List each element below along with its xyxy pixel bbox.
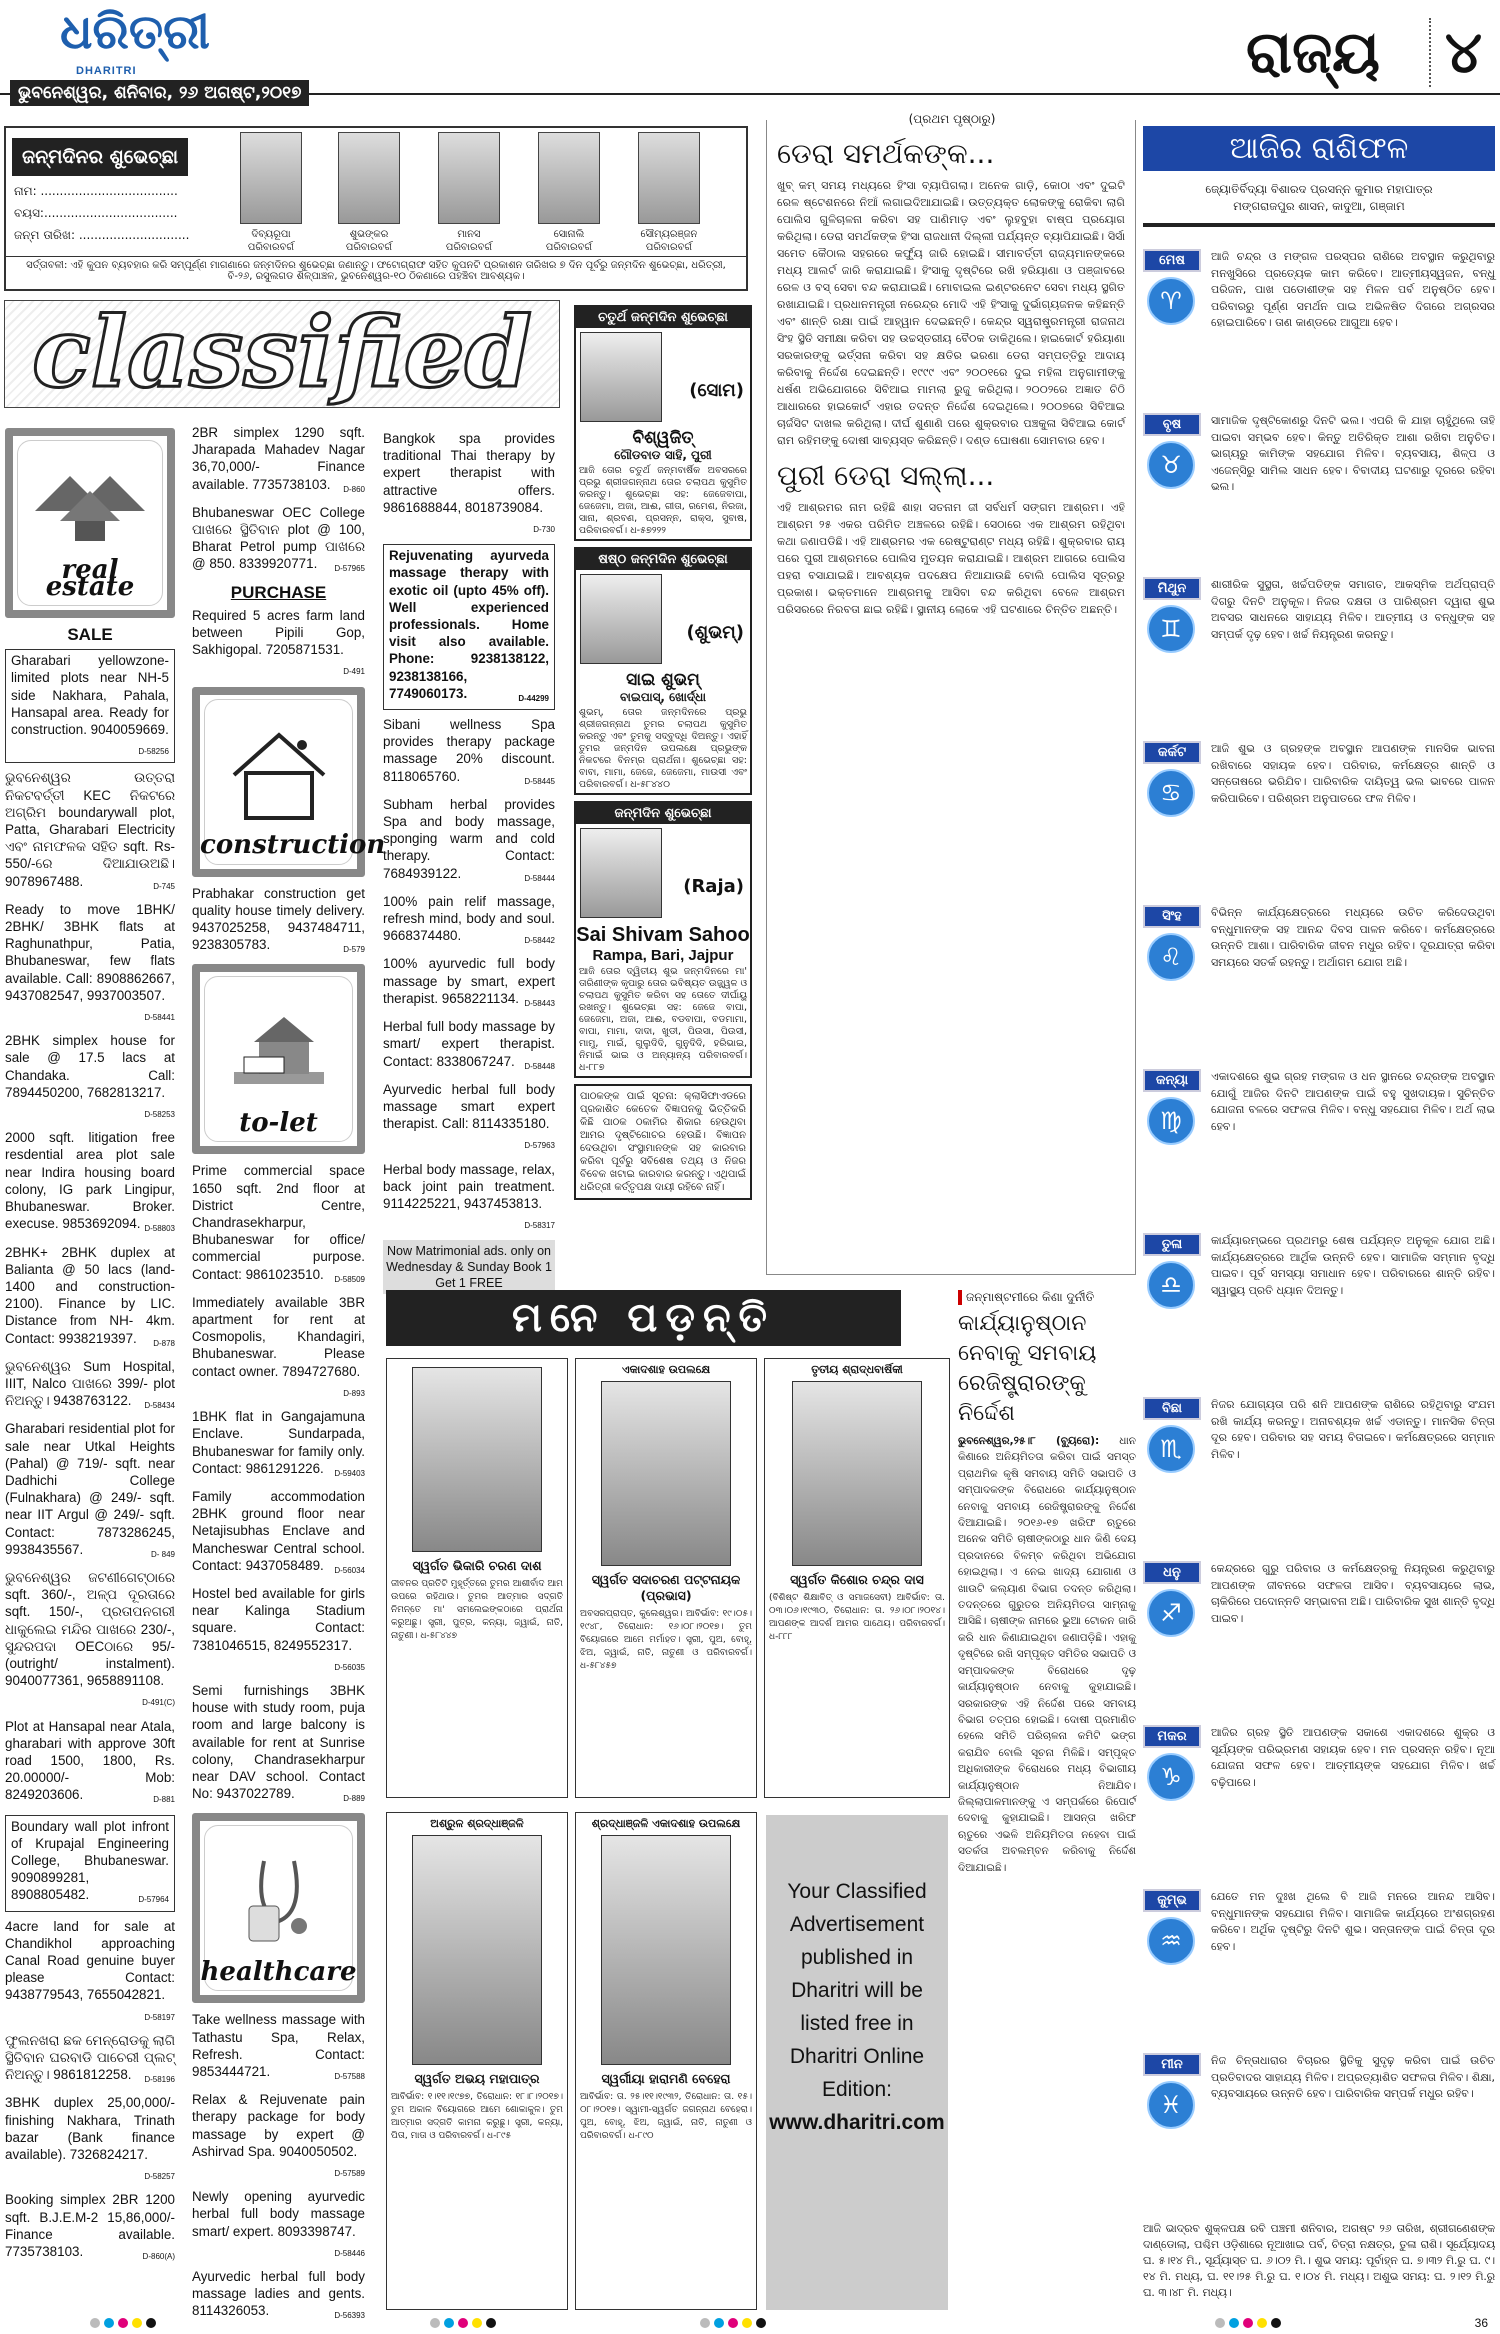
- ad-code: D-44299: [518, 693, 549, 703]
- ad-text: Ayurvedic herbal full body massage ladies and gents. 8114326053.: [192, 2269, 365, 2319]
- classified-ad: [192, 2091, 365, 2182]
- category-label: construction: [200, 830, 386, 861]
- registration-mark: [1271, 2318, 1281, 2328]
- classified-ad: [192, 1408, 365, 1482]
- ad-code: D-579: [343, 945, 365, 955]
- coupon-caption: ସୌମ୍ୟରଞ୍ଜନ ପରିବାରବର୍ଗ: [640, 229, 698, 253]
- ad-code: D-491(C): [142, 1698, 175, 1708]
- ad-code: D-491: [343, 667, 365, 677]
- ad-text: 2BR simplex 1290 sqft. Jharapada Mahadev Nagar 36,70,000/- Finance available. 7735738103.: [192, 425, 365, 492]
- ad-code: D-745: [153, 881, 175, 891]
- sign-name: ମିଥୁନ: [1143, 577, 1201, 600]
- ad-code: D-58196: [144, 2075, 175, 2085]
- obituary-banner: ମନେ ପଡ଼ନ୍ତି: [386, 1290, 901, 1346]
- coupon-title: ଜନ୍ମଦିନର ଶୁଭେଚ୍ଛା: [12, 138, 188, 176]
- child-place: Rampa, Bari, Jajpur: [592, 947, 734, 964]
- classified-ad: [383, 430, 555, 538]
- registration-mark: [714, 2318, 724, 2328]
- sign-prediction: ଆଜିର ଗ୍ରହ ସ୍ଥିତି ଆପଣଙ୍କ ସକାଶେ ଏକାଦଶରେ ଶୁକ୍ର ଓ ସୂର୍ଯ୍ୟଙ୍କ ପରିଭ୍ରମଣ ସହାୟକ ହେବ। ମନ ପ୍ରସନ୍ନ ରହିବ। ନୂଆ ଯୋଜନା ସଫଳ ହେବ। ଆତ୍ମୀୟଙ୍କ ସହଯୋଗ ମିଳିବ। ଖର୍ଚ୍ଚ ବଢ଼ିପାରେ।: [1211, 1726, 1495, 1789]
- obituary-text: ଅବସରପ୍ରାପ୍ତ, କୁଲେଶ୍ୱର। ଆବିର୍ଭାବ: ୧୯।୦୫।୧୯୪୮, ତିରୋଧାନ: ୧୬।୦୮।୨୦୧୭। ତୁମ ବିୟୋଗରେ ଆମେ ମର୍ମାହତ। ସ୍ତ୍ରୀ, ପୁଅ, ବୋହୂ, ଝିଅ, ଜ୍ୱାଇଁ, ନାତି, ନାତୁଣୀ ଓ ପରିବାରବର୍ଗ। ଧ-୫୮୪୫୭: [580, 1609, 752, 1671]
- sign-prediction: କାର୍ଯ୍ୟାରମ୍ଭରେ ପ୍ରଥମରୁ ଶେଷ ପର୍ଯ୍ୟନ୍ତ ଅନୁକୂଳ ଯୋଗ ଅଛି। କାର୍ଯ୍ୟକ୍ଷେତ୍ରରେ ଆର୍ଥିକ ଉନ୍ନତି ହେବ। ସାମାଜିକ ସମ୍ମାନ ବୃଦ୍ଧି ପାଇବ। ପୂର୍ବ ସମସ୍ୟା ସମାଧାନ ହେବ। ପରିବାରରେ ଶାନ୍ତି ରହିବ। ସ୍ୱାସ୍ଥ୍ୟ ପ୍ରତି ଧ୍ୟାନ ଦିଅନ୍ତୁ।: [1211, 1234, 1495, 1297]
- ad-text: Required 5 acres farm land between Pipili Gop, Sakhigopal. 7205871531.: [192, 607, 365, 658]
- birthday-box: [574, 801, 752, 1078]
- ad-text: Herbal full body massage by smart/ expert therapist. Contact: 8338067247.: [383, 1019, 555, 1069]
- child-name: ବିଶ୍ୱଜିତ୍: [632, 428, 694, 448]
- nickname: (ସୋମ): [689, 380, 744, 401]
- ad-text: Ready to move 1BHK/ 2BHK/ 3BHK flats at Raghunathpur, Patia, Bhubaneswar, few flats available. Call: 8908862667, 9437082547, 9937003507.: [5, 901, 175, 1003]
- registration-mark: [104, 2318, 114, 2328]
- ad-text: Herbal body massage, relax, back joint pain treatment. 9114225221, 9437453813.: [383, 1161, 555, 1211]
- category-illustration: [192, 687, 386, 877]
- deceased-name: ସ୍ୱର୍ଗତ ଅଭୟ ମହାପାତ୍ର: [414, 2071, 540, 2086]
- registration-mark: [742, 2318, 752, 2328]
- registration-mark: [728, 2318, 738, 2328]
- classified-ad: [192, 2188, 365, 2262]
- ad-code: D-58441: [144, 1013, 175, 1023]
- obituary-card: [386, 1812, 568, 2310]
- obituary-text: ଜୀବନର ପ୍ରତିଟି ମୁହୂର୍ତ୍ତରେ ତୁମର ଆଶୀର୍ବାଦ ଆମ ଉପରେ ରହିଥାଉ। ତୁମର ଆତ୍ମାର ସଦ୍‌ଗତି ନିମନ୍ତେ ମା' ସମଲେଇଙ୍କଠାରେ ପ୍ରାର୍ଥନା କରୁଅଛୁ। ସ୍ତ୍ରୀ, ପୁତ୍ର, କନ୍ୟା, ଜ୍ୱାଇଁ, ନାତି, ନାତୁଣୀ। ଧ-୫୮୪୪୭: [391, 1579, 563, 1641]
- child-place: ଗୌଡବାଡ ସାହି, ପୁରୀ: [614, 448, 712, 462]
- ad-text: Rejuvenating ayurveda massage therapy with exotic oil (upto 45% off). Well experienced professionals. Home visit also available. Phone: 9238138122, 9238138166, 7749060173.: [389, 548, 549, 701]
- category-illustration: [5, 428, 175, 618]
- birthday-column: [574, 305, 752, 1200]
- astrologer-byline: ଜ୍ୟୋତିର୍ବିଦ୍ୟା ବିଶାରଦ ପ୍ରସନ୍ନ କୁମାର ମହାପାତ୍ର ମଙ୍ଗରାଜପୁର ଶାସନ, କାଦୁଆ, ଗଞ୍ଜାମ: [1205, 182, 1433, 213]
- registration-mark: [444, 2318, 454, 2328]
- category-label: to-let: [239, 1108, 318, 1139]
- birthday-message: ଆଜି ତୋର ଚତୁର୍ଥ ଜନ୍ମବାର୍ଷିକ ଅବସରରେ ପ୍ରଭୁ ଶ୍ରୀଜଗନ୍ନାଥ ତୋର ଚଲାପଥ କୁସୁମିତ କରନ୍ତୁ। ଶୁଭେଚ୍ଛା ସହ: ଜେଜେବାପା, ଜେଜେମା, ଅଜା, ଆଈ, ଗୀତା, ରମେଶ, ନିରଜା, ସାନା, ଶ୍ରବଣ, ପ୍ରସନ୍ନ, ରାକ୍ସ, ସୁବାଷ, ପରିବାରବର୍ଗ। ଧ-୫୭୨୨୨: [579, 465, 747, 536]
- sign-prediction: ଆଜି ଶୁଭ ଓ ଗ୍ରହଙ୍କ ଅବସ୍ଥାନ ଆପଣଙ୍କ ମାନସିକ ଭାବନା ରଖିବାରେ ସହାୟକ ହେବ। ପରିବାର, କର୍ମକ୍ଷେତ୍ର ଶାନ୍ତି ଓ ସନ୍ତୋଷରେ ଭରିଯିବ। ପାରିବାରିକ ଦାୟିତ୍ୱ ଭଲ ଭାବରେ ପାଳନ କରିପାରିବେ। ପରିଶ୍ରମ ଅନୁପାତରେ ଫଳ ମିଳିବ।: [1211, 742, 1495, 805]
- horoscope-sign: [1143, 1561, 1495, 1725]
- obituary-card: [575, 1358, 757, 1798]
- birthday-box: [574, 547, 752, 795]
- ad-text: Boundary wall plot infront of Krupajal Engineering College, Bhubaneswar. 9090899281, 8908805482.: [11, 1818, 169, 1903]
- page-number-header: ୪: [1429, 18, 1482, 87]
- classified-ad: [5, 1815, 175, 1912]
- registration-mark: [756, 2318, 766, 2328]
- classified-ad: [192, 1162, 365, 1287]
- sign-name: ସିଂହ: [1143, 905, 1201, 928]
- ad-code: D-881: [153, 1795, 175, 1805]
- obituary-card: [764, 1358, 950, 1798]
- birthday-message: ଶୁଭମ୍, ତୋର ଜନ୍ମଦିନରେ ପ୍ରଭୁ ଶ୍ରୀଜଗନ୍ନାଥ ତୁମର ଚଲାପଥ କୁସୁମିତ କରନ୍ତୁ ଏବଂ ତୁମକୁ ସଦ୍‌ବୁଦ୍ଧି ଦିଅନ୍ତୁ। ଏହାହିଁ ତୁମର ଜନ୍ମଦିନ ଉପଲକ୍ଷେ ପ୍ରଭୁଙ୍କ ନିକଟରେ ବିନମ୍ର ପ୍ରାର୍ଥନା। ଶୁଭେଚ୍ଛା ସହ: ବାବା, ମାମା, ଜେଜେ, ଜେଜେମା, ମାଉସୀ ଏବଂ ପରିବାରବର୍ଗ। ଧ-୫୮୪୪୦: [579, 707, 747, 790]
- continued-label: (ପ୍ରଥମ ପୃଷ୍ଠାରୁ): [892, 112, 1012, 127]
- birthday-coupon: [4, 126, 748, 291]
- coupon-caption: ଦିବ୍ୟରୂପା ପରିବାରବର୍ଗ: [247, 229, 295, 253]
- birthday-header: ଜନ୍ମଦିନ ଶୁଭେଚ୍ଛା: [576, 803, 750, 824]
- classified-ad: [5, 1420, 175, 1563]
- horoscope-sign: [1143, 1069, 1495, 1233]
- registration-mark: [700, 2318, 710, 2328]
- coupon-terms: ସର୍ତ୍ତାବଳୀ: ଏହି କୁପନ ବ୍ୟବହାର କରି ସମ୍ପୂର୍ଣ୍ଣ ମାଗଣାରେ ଜନ୍ମଦିନର ଶୁଭେଚ୍ଛା ଜଣାନ୍ତୁ। ଫଟୋଗ୍ରାଫ ସହିତ କୁପନଟି ପ୍ରକାଶନ ତାରିଖର ୭ ଦିନ ପୂର୍ବରୁ ଜନ୍ମଦିନ ଶୁଭେଚ୍ଛା, ଧରିତ୍ରୀ, ବି-୨୬, ରସୁଲଗଡ ଶିଳ୍ପାଞ୍ଚଳ, ଭୁବନେଶ୍ୱର-୧୦ ଠିକଣାରେ ପହଞ୍ଚିବା ଆବଶ୍ୟକ।: [6, 256, 746, 285]
- portrait-photo: [601, 1381, 731, 1566]
- portrait-photo: [792, 1381, 922, 1566]
- child-name: Sai Shivam Sahoo: [576, 924, 750, 946]
- classified-ad: [383, 544, 555, 710]
- child-photo: [580, 574, 662, 664]
- category-illustration: [192, 1813, 365, 2003]
- registration-mark: [486, 2318, 496, 2328]
- registration-mark: [1243, 2318, 1253, 2328]
- ad-code: D-878: [153, 1338, 175, 1348]
- registration-mark: [458, 2318, 468, 2328]
- obituary-text: ଆବିର୍ଭାବ: ତା. ୨୫।୧୧।୧୯୩୨, ତିରୋଧାନ: ତା. ୧୫।୦୮।୨୦୧୭। ସ୍ୱାମୀ-ସ୍ୱର୍ଗତ ଜଗନ୍ନାଥ ବେହେରା। ପୁଅ, ବୋହୂ, ଝିଅ, ଜ୍ୱାଇଁ, ନାତି, ନାତୁଣୀ ଓ ପରିବାରବର୍ଗ। ଧ-୮୯୦: [580, 2092, 752, 2141]
- horoscope-sign: [1143, 1397, 1495, 1561]
- sign-prediction: ଯେତେ ମନ ଦୁଃଖ ଥିଲେ ବି ଆଜି ମନରେ ଆନନ୍ଦ ଆସିବ। ବନ୍ଧୁମାନଙ୍କ ସହଯୋଗ ମିଳିବ। ସାମାଜିକ କାର୍ଯ୍ୟରେ ଅଂଶଗ୍ରହଣ କରିବେ। ଅର୍ଥିକ ଦୃଷ୍ଟିରୁ ଦିନଟି ଶୁଭ। ସନ୍ତାନଙ୍କ ପାଇଁ ଚିନ୍ତା ଦୂର ହେବ।: [1211, 1890, 1495, 1953]
- horoscope-sign: [1143, 2053, 1495, 2217]
- almanac-text: ଆଜି ଭାଦ୍ରବ ଶୁକ୍ଳପକ୍ଷ ରବି ପଞ୍ଚମୀ ଶନିବାର, ଅଗଷ୍ଟ ୨୬ ତାରିଖ, ଶ୍ରୀଗଣେଶଙ୍କ ଦାଣ୍ଡୋଲା, ପଶ୍ଚିମ ଓଡ଼ିଶାରେ ନୂଆଖାଇ ପର୍ବ, ଚିତ୍ରା ନକ୍ଷତ୍ର, ତୁଳା ରାଶି। ସୂର୍ଯ୍ୟୋଦୟ ଘ. ୫।୧୪ ମି., ସୂର୍ଯ୍ୟାସ୍ତ ଘ. ୬।୦୨ ମି.। ଶୁଭ ସମୟ: ପୂର୍ବାହ୍ନ ଘ. ୭।୩୨ ମି.ରୁ ଘ. ୯।୧୪ ମି. ମଧ୍ୟ, ଘ. ୧୧।୨୫ ମି.ରୁ ଘ. ୧।୦୪ ମି. ମଧ୍ୟ। ଅଶୁଭ ସମୟ: ଘ. ୨।୧୨ ମି.ରୁ ଘ. ୩।୪୮ ମି. ମଧ୍ୟ।: [1143, 2222, 1495, 2299]
- bull-icon: ♉: [1147, 441, 1195, 489]
- ad-code: D-58803: [144, 1224, 175, 1234]
- category-label: healthcare: [200, 1957, 357, 1988]
- classified-ad: [5, 2094, 175, 2185]
- birthday-header: ଷଷ୍ଠ ଜନ୍ମଦିନ ଶୁଭେଚ୍ଛା: [576, 549, 750, 570]
- ad-code: D-860(A): [142, 2252, 175, 2262]
- child-photo: [580, 828, 662, 918]
- ad-code: D-893: [343, 1388, 365, 1398]
- obituary-card: [575, 1812, 757, 2310]
- ad-text: Prabhakar construction get quality house timely delivery. 9437025258, 9437484711, 9238305783.: [192, 885, 365, 953]
- coupon-photo: [438, 132, 500, 224]
- classified-ad: [5, 1718, 175, 1809]
- water-bearer-icon: ♒: [1147, 1917, 1195, 1965]
- category-label: real estate: [45, 554, 135, 602]
- classified-ad: [5, 769, 175, 894]
- child-place: ବାଇପାସ୍, ଖୋର୍ଦ୍ଧା: [619, 690, 707, 704]
- ad-text: Booking simplex 2BR 1200 sqft. B.J.E.M-2 15,86,000/- Finance available. 7735738103.: [5, 2192, 175, 2260]
- article-subtitle: ପୁରୀ ଡେରା ସଲ୍ଲା...: [777, 459, 995, 492]
- classified-ad: [5, 1032, 175, 1123]
- ad-text: Relax & Rejuvenate pain therapy package for body massage by expert @ Ashirvad Spa. 9040050502.: [192, 2092, 365, 2159]
- free-listing-text: Your Classified Advertisement published in Dharitri will be listed free in Dharitri Online Edition:: [787, 1880, 927, 2101]
- ad-code: D-730: [533, 525, 555, 535]
- ad-code: D-58257: [144, 2172, 175, 2182]
- news-body: ଧାନ କିଣାରେ ଅନିୟମିତତା କରିବା ପାଇଁ ସମସ୍ତ ପ୍ରାଥମିକ କୃଷି ସମବାୟ ସମିତି ସଭାପତି ଓ ସମ୍ପାଦକଙ୍କ ବିରୋଧରେ କାର୍ଯ୍ୟାନୁଷ୍ଠାନ ନେବାକୁ ସମବାୟ ରେଜିଷ୍ଟ୍ରାରଙ୍କୁ ନିର୍ଦ୍ଦେଶ ଦିଆଯାଇଛି। ୨୦୧୬-୧୭ ଖରିଫ ଋତୁରେ ଅନେକ ସମିତି ଚାଷୀଙ୍କଠାରୁ ଧାନ କିଣି ଦେୟ ପ୍ରଦାନରେ ବିଳମ୍ବ କରିଥିବା ଅଭିଯୋଗ ହୋଇଥିଲା। ଏ ନେଇ ଖାଦ୍ୟ ଯୋଗାଣ ଓ ଖାଉଟି କଲ୍ୟାଣ ବିଭାଗ ତଦନ୍ତ କରିଥିଲା। ତଦନ୍ତରେ ଗୁରୁତର ଅନିୟମିତତା ସାମ୍ନାକୁ ଆସିଛି। ଚାଷୀଙ୍କ ନାମରେ ଭୁଆ ଟୋକନ ଜାରି କରି ଧାନ କିଣାଯାଇଥିବା ଜଣାପଡ଼ିଛି। ଏହାକୁ ଦୃଷ୍ଟିରେ ରଖି ସମ୍ପୃକ୍ତ ସମିତିର ସଭାପତି ଓ ସମ୍ପାଦକଙ୍କ ବିରୋଧରେ ଦୃଢ଼ କାର୍ଯ୍ୟାନୁଷ୍ଠାନ ନେବାକୁ କୁହାଯାଇଛି। ସରକାରଙ୍କ ଏହି ନିର୍ଦ୍ଦେଶ ପରେ ସମବାୟ ବିଭାଗ ତତ୍ପର ହୋଇଛି। ଦୋଷୀ ପ୍ରମାଣିତ ହେଲେ ସମିତି ପରିଚାଳନା କମିଟି ଭଙ୍ଗ କରାଯିବ ବୋଲି ସୂଚନା ମିଳିଛି। ସମ୍ପୃକ୍ତ ଅଧିକାରୀଙ୍କ ବିରୋଧରେ ମଧ୍ୟ ବିଭାଗୀୟ କାର୍ଯ୍ୟାନୁଷ୍ଠାନ ନିଆଯିବ। ଜିଲ୍ଲାପାଳମାନଙ୍କୁ ଏ ସମ୍ପର୍କରେ ରିପୋର୍ଟ ଦେବାକୁ କୁହାଯାଇଛି। ଆସନ୍ତା ଖରିଫ ଋତୁରେ ଏଭଳି ଅନିୟମିତତା ନହେବା ପାଇଁ ସତର୍କତା ଅବଲମ୍ବନ କରିବାକୁ ନିର୍ଦ୍ଦେଶ ଦିଆଯାଇଛି।: [958, 1435, 1137, 1874]
- ad-code: D-58434: [144, 1401, 175, 1411]
- sign-name: ମକର: [1143, 1725, 1201, 1748]
- ram-icon: ♈: [1147, 277, 1195, 325]
- ad-text: Gharabari residential plot for sale near Utkal Heights (Pahal) @ 719/- sqft. near Dadhichi College (Fulnakhara) @ 249/- sqft. near IIT Argul @ 249/- sqft. Contact: 7873286245, 9938435567.: [5, 1421, 175, 1557]
- news-dateline: ଭୁବନେଶ୍ୱର,୨୫।୮ (ବ୍ୟୁରୋ):: [958, 1435, 1100, 1447]
- ad-text: Gharabari yellowzone-limited plots near NH-5 side Nakhara, Pahala, Hansapal area. Ready for construction. 9040059669.: [11, 653, 169, 738]
- ad-code: D-59403: [334, 1468, 365, 1478]
- registration-mark: [1229, 2318, 1239, 2328]
- ad-code: D-58446: [334, 2248, 365, 2258]
- horoscope-title: ଆଜିର ରାଶିଫଳ: [1143, 126, 1495, 171]
- portrait-photo: [412, 1367, 542, 1552]
- registration-mark: [430, 2318, 440, 2328]
- birthday-message: ଆଜି ତୋର ଦ୍ୱିତୀୟ ଶୁଭ ଜନ୍ମଦିନରେ ମା' ତାରିଣୀଙ୍କ କୃପାରୁ ତୋର ଭବିଷ୍ୟତ ଉଜ୍ଜ୍ୱଳ ଓ ଚଲାପଥ କୁସୁମିତ କରିବା ସହ ତୋତେ ଦୀର୍ଘାୟୁ ରଖନ୍ତୁ। ଶୁଭେଚ୍ଛା ସହ: ଜେଜେ ବାପା, ଜେଜେମା, ଅଜା, ଆଈ, ବଡବାପା, ବଡମାମା, ବାପା, ମାମା, ଦାଦା, ଖୁଡୀ, ପିଉସା, ପିଉସୀ, ମାମୁ, ମାଇଁ, ଗୁଲୁଦିଦି, ଗୁନୁଦିଦି, ହରିଭାଇ, ନିମାଇଁ ଭାଇ ଓ ଅନ୍ୟାନ୍ୟ ପରିବାରବର୍ଗ। ଧ-୮୮୭: [579, 966, 747, 1073]
- child-name: ସାଇ ଶୁଭମ୍: [626, 670, 700, 690]
- classified-ad: [383, 716, 555, 790]
- classified-ad: [5, 1244, 175, 1352]
- classified-ad: [383, 1018, 555, 1075]
- ad-code: D-58445: [524, 776, 555, 786]
- classified-ad: [192, 1585, 365, 1676]
- obituary-header: ଏକାଦଶାହ ଉପଲକ୍ଷେ: [621, 1363, 711, 1376]
- ad-text: 2BHK+ 2BHK duplex at Balianta @ 50 lacs (land-1400 and construction-2100). Finance by LIC. Distance from NH- 4km. Contact: 9938219397.: [5, 1244, 175, 1346]
- ad-code: D-58509: [334, 1274, 365, 1284]
- twins-icon: ♊: [1147, 605, 1195, 653]
- page-number: 36: [1474, 2316, 1488, 2330]
- sign-name: ମୀନ: [1143, 2053, 1201, 2076]
- classified-banner: classified: [4, 300, 560, 408]
- coupon-age-field: ବୟସ:...................................: [14, 206, 178, 220]
- obituary-header: ଅଶ୍ରୁଳ ଶ୍ରଦ୍ଧାଞ୍ଜଳି: [430, 1817, 524, 1830]
- deceased-name: ସ୍ୱର୍ଗତ ସଦାଚରଣ ପଟ୍ଟନାୟକ (ପ୍ରଭାସ): [591, 1572, 741, 1603]
- classified-ad: [5, 1918, 175, 2026]
- sign-prediction: ଆଜି ଚନ୍ଦ୍ର ଓ ମଙ୍ଗଳ ପରସ୍ପର ରାଶିରେ ଅବସ୍ଥାନ କରୁଥିବାରୁ ମନଖୁସିରେ ପ୍ରତ୍ୟେକ କାମ କରିବେ। ଆତ୍ମୀୟସ୍ୱଜନ, ବନ୍ଧୁ ପରିଜନ, ପାଖ ପଡୋଶୀଙ୍କ ସହ ମିଳନ ପର୍ବ ଅନୁଷ୍ଠିତ ହେବ। ପରିବାରରୁ ପୂର୍ଣ୍ଣ ସମର୍ଥନ ପାଇ ଅଭିଳଷିତ ଦିଗରେ ଅଗ୍ରସର ହୋଇପାରିବେ। ତାଣ କାଣ୍ଡରେ ଆଗୁଆ ହେବ।: [1211, 250, 1495, 330]
- coupon-dob-field: ଜନ୍ମ ତାରିଖ: .............................: [14, 228, 190, 242]
- sign-name: ବୃଷ: [1143, 413, 1201, 436]
- ad-text: 4acre land for sale at Chandikhol approaching Canal Road genuine buyer please Contact: 9438779543, 7655042821.: [5, 1918, 175, 2003]
- horoscope-section: [1143, 126, 1495, 2301]
- classified-ad: [192, 1682, 365, 1807]
- classified-ad: [192, 504, 365, 578]
- scales-icon: ♎: [1147, 1261, 1195, 1309]
- ad-text: Bhubaneswar OEC College ପାଖରେ ସ୍ଥିତିବାନ plot @ 100, Bharat Petrol pump ପାଖରେ @ 850. 8339920771.: [192, 504, 365, 572]
- ad-code: D-58442: [524, 936, 555, 946]
- sign-name: ବିଛା: [1143, 1397, 1201, 1420]
- ad-code: D-57588: [334, 2071, 365, 2081]
- sign-prediction: ନିଜ ଚିନ୍ତାଧାରାର ବିଚାରର ସ୍ଥିତିକୁ ସୁଦୃଢ଼ କରିବା ପାଇଁ ଉଚିତ ପ୍ରତିବାଦର ସାହାଯ୍ୟ ମିଳିବ। ଅପ୍ରତ୍ୟାଶିତ ସଫଳତା ମିଳିବ। ଶିକ୍ଷା, ବ୍ୟବସାୟରେ ଉନ୍ନତି ହେବ। ପାରିବାରିକ ସମ୍ପର୍କ ମଧୁର ରହିବ।: [1211, 2054, 1495, 2101]
- archer-icon: ♐: [1147, 1589, 1195, 1637]
- goat-icon: ♑: [1147, 1753, 1195, 1801]
- deceased-name: ସ୍ୱର୍ଗତ ଭିକାରି ଚରଣ ଦାଶ: [412, 1558, 542, 1573]
- website-link[interactable]: www.dharitri.com: [769, 2111, 945, 2134]
- dharitri-logo-latin: DHARITRI: [76, 65, 137, 77]
- article-body-2: ଏହି ଆଶ୍ରମର ନାମ ରହିଛି ଶାହା ସତନାମ ଜୀ ସର୍ବଧର୍ମ ସଙ୍ଗମ ଆଶ୍ରମ। ଏହି ଆଶ୍ରମ ୨୫ ଏକର ପରିମିତ ଅଞ୍ଚଳରେ ରହିଛି। ସେଠାରେ ଏକ ଆଶ୍ରମ ରହିଥିବା କଥା ଜଣାପଡିଛି। ଏହି ଆଶ୍ରମର ଏକ ରେଷ୍ଟୁରାଣ୍ଟ ମଧ୍ୟ ରହିଛି। ଶୁକ୍ରବାର ରାୟ ପରେ ପୁରୀ ଆଶ୍ରମରେ ପୋଲିସ ମୁତୟନ କରାଯାଇଛି। ଆଶ୍ରମ ଆଗରେ ପୋଲିସ ପହରା ବସାଯାଇଛି। ଆବଶ୍ୟକ ପଦକ୍ଷେପ ନିଆଯାଉଛି ବୋଲି ପୋଲିସ ସୂତ୍ରରୁ ପ୍ରକାଶ। ଭକ୍ତମାନେ ଆଶ୍ରମକୁ ଆସିବା ବନ୍ଦ କରିଥିବା ବେଳେ ଆଶ୍ରମ ପରିସରରେ ନିରବତା ଛାଇ ରହିଛି। ସ୍ଥାନୀୟ ଲୋକେ ଏହି ଘଟଣାରେ ଚିନ୍ତିତ ଅଛନ୍ତି।: [777, 501, 1125, 616]
- classified-ad: [383, 955, 555, 1012]
- news-headline: କାର୍ଯ୍ୟାନୁଷ୍ଠାନ ନେବାକୁ ସମବାୟ ରେଜିଷ୍ଟ୍ରାରଙ୍କୁ ନିର୍ଦ୍ଦେଶ: [958, 1311, 1097, 1426]
- ad-code: D-58443: [524, 998, 555, 1008]
- registration-mark: [132, 2318, 142, 2328]
- article-title: ଡେରା ସମର୍ଥକଙ୍କ...: [777, 137, 995, 170]
- classified-ad: [383, 1161, 555, 1235]
- crab-icon: ♋: [1147, 769, 1195, 817]
- free-listing-ad: [766, 1815, 948, 2310]
- ad-text: Ayurvedic herbal full body massage smart expert therapist. Call: 8114335180.: [383, 1081, 555, 1132]
- nickname: (ଶୁଭମ୍): [686, 622, 744, 643]
- registration-mark: [1257, 2318, 1267, 2328]
- portrait-photo: [601, 1835, 731, 2065]
- ad-text: ଭୁବନେଶ୍ୱର ଉତ୍ତରା ନିକଟବର୍ତ୍ତୀ KEC ନିକଟରେ ଅଗ୍ରିମ boundarywall plot, Patta, Gharabari Electricity ଏବଂ ନାମଫଳକ ସହିତ sqft. Rs-550/-ରେ ଦିଆଯାଉଅଛି। 9078967488.: [5, 770, 175, 889]
- ad-code: D-57589: [334, 2168, 365, 2178]
- ad-text: 1BHK flat in Gangajamuna Enclave. Sundarpada, Bhubaneswar for family only. Contact: 9861291226.: [192, 1409, 365, 1476]
- child-photo: [580, 332, 662, 422]
- ad-code: D-860: [343, 484, 365, 494]
- ad-text: Prime commercial space 1650 sqft. 2nd floor at District Centre, Chandrasekharpur, Bhubaneswar for office/ commercial purpose. Contact: 9861023510.: [192, 1163, 365, 1282]
- category-illustration: [192, 964, 365, 1154]
- portrait-photo: [412, 1835, 542, 2065]
- obituary-header: ଶ୍ରଦ୍ଧାଞ୍ଜଳି ଏକାଦଶାହ ଉପଲକ୍ଷେ: [591, 1817, 741, 1830]
- sign-name: ମେଷ: [1143, 249, 1201, 272]
- registration-mark: [472, 2318, 482, 2328]
- classified-ad: [5, 1358, 175, 1415]
- ad-text: Sibani wellness Spa provides therapy package massage 20% discount. 8118065760.: [383, 717, 555, 784]
- coupon-caption: ମାନସ ପରିବାରବର୍ଗ: [445, 229, 493, 253]
- coupon-caption: ସୋନାଲି ପରିବାରବର୍ଗ: [545, 229, 593, 253]
- classified-column-3: [383, 430, 555, 1294]
- classified-ad: [192, 1488, 365, 1579]
- ad-text: Subham herbal provides Spa and body massage, sponging warm and cold therapy. Contact: 7684939122.: [383, 796, 555, 881]
- reader-notice: ପାଠକଙ୍କ ପାଇଁ ସୂଚନା: କ୍ଲାସିଫାଏଡରେ ପ୍ରକାଶିତ କେତେକ ବିଜ୍ଞାପନକୁ ଭିତ୍ତିକରି କିଛି ପାଠକ ଠକାମିର ଶିକାର ହେଉଥିବା ଆମର ଦୃଷ୍ଟିଗୋଚର ହେଉଛି। ବିଜ୍ଞାପନ ଦେଉଥିବା ସଂସ୍ଥାମାନଙ୍କ ସହ କାରବାର କରିବା ପୂର୍ବରୁ ସବିଶେଷ ତଥ୍ୟ ଓ ନିଜର ବିବେକ ଖଟାଇ କାରବାର କରନ୍ତୁ। ଏଥିପାଇଁ ଧରିତ୍ରୀ କର୍ତ୍ତୃପକ୍ଷ ଦାୟୀ ରହିବେ ନାହିଁ।: [574, 1084, 752, 1200]
- classified-ad: [5, 2191, 175, 2265]
- sign-name: କର୍କଟ: [1143, 741, 1201, 764]
- deceased-name: ସ୍ୱର୍ଗୀୟା ହାରାମଣି ବେହେରା: [601, 2071, 731, 2086]
- ad-text: 100% pain relif massage, refresh mind, body and soul. 9668374480.: [383, 893, 555, 944]
- ad-code: D-58256: [138, 747, 169, 757]
- classified-ad: [383, 893, 555, 950]
- ad-code: D-58444: [524, 873, 555, 883]
- classified-ad: [5, 901, 175, 1026]
- ad-code: D-58448: [524, 1061, 555, 1071]
- ad-text: ଭୁବନେଶ୍ୱର ଜଟଣୀଗେଟ୍‌ଠାରେ sqft. 360/-, ଅଳ୍ପ ଦୂରତାରେ sqft. 150/-, ପ୍ରତାପନଗରୀ ଧାକୁଲେଇ ମନ୍ଦିର ପାଖରେ 230/-, ସୁନ୍ଦରପଦା OECଠାରେ 95/- (outright/ instalment). 9040077361, 9658891108.: [5, 1569, 175, 1689]
- sign-prediction: କେନ୍ଦ୍ରରେ ଗୁରୁ ପରିବାର ଓ କର୍ମକ୍ଷେତ୍ରକୁ ନିୟନ୍ତ୍ରଣ କରୁଥିବାରୁ ଆପଣଙ୍କ ଜୀବନରେ ସଫଳତା ଆସିବ। ବ୍ୟବସାୟରେ ଲାଭ, ଚାକିରିରେ ପଦୋନ୍ନତି ସମ୍ଭାବନା ଅଛି। ପାରିବାରିକ ସୁଖ ଶାନ୍ତି ବୃଦ୍ଧି ପାଇବ।: [1211, 1562, 1495, 1625]
- scorpion-icon: ♏: [1147, 1425, 1195, 1473]
- ad-code: D-56393: [334, 2311, 365, 2321]
- ad-text: 3BHK duplex 25,00,000/- finishing Nakhara, Trinath bazar (Bank finance available). 7326824217.: [5, 2095, 175, 2163]
- nickname: (Raja): [683, 876, 744, 897]
- sign-prediction: ଶାରୀରିକ ସୁସ୍ଥତା, ଖର୍ଚ୍ଚପତିଙ୍କ ସମାଗତ, ଆକସ୍ମିକ ଅର୍ଥପ୍ରାପ୍ତି ଦିଗରୁ ଦିନଟି ଅନୁକୂଳ। ନିଜର ଦକ୍ଷତା ଓ ପାରିଶ୍ରମ ଦ୍ୱାରା ଶୁଭ ଅବସର ସାଧନରେ ସାହାଯ୍ୟ ମିଳିବ। ଆତ୍ମୀୟ ଓ ବନ୍ଧୁଙ୍କ ସହ ସମ୍ପର୍କ ଦୃଢ଼ ହେବ। ଖର୍ଚ୍ଚ ନିୟନ୍ତ୍ରଣ କରନ୍ତୁ।: [1211, 578, 1495, 641]
- section-title: ରାଜ୍ୟ: [1245, 18, 1380, 86]
- sign-name: ଧନୁ: [1143, 1561, 1201, 1584]
- classified-ad: [383, 1081, 555, 1155]
- ad-text: Plot at Hansapal near Atala, gharabari with approve 30ft road 1500, 1800, Rs. 20.00000/- Mob: 8249203606.: [5, 1718, 175, 1803]
- deceased-name: ସ୍ୱର୍ଗତ କିଶୋର ଚନ୍ଦ୍ର ଦାସ: [790, 1572, 924, 1587]
- classified-ad: [192, 885, 365, 959]
- classified-ad: [5, 1129, 175, 1237]
- news-kicker: ଜନ୍ମାଷ୍ଟମୀରେ କିଣା ଦୁର୍ନୀତି: [958, 1290, 1136, 1305]
- birthday-header: ଚତୁର୍ଥ ଜନ୍ମଦିନ ଶୁଭେଚ୍ଛା: [576, 307, 750, 328]
- news-story: [958, 1290, 1136, 1876]
- coupon-photo: [538, 132, 600, 224]
- coupon-photo: [638, 132, 700, 224]
- category-heading: PURCHASE: [230, 582, 327, 602]
- sign-prediction: ଏକାଦଶରେ ଶୁଭ ଗ୍ରହ ମଙ୍ଗଳ ଓ ଧନ ସ୍ଥାନରେ ଚନ୍ଦ୍ରଙ୍କ ଅବସ୍ଥାନ ଯୋଗୁଁ ଆଜିର ଦିନଟି ଆପଣଙ୍କ ପାଇଁ ବହୁ ସୁଖଦାୟକ। ସୁଚିନ୍ତିତ ଯୋଜନା ବଳରେ ସଫଳତା ମିଳିବ। ବନ୍ଧୁ ସହଯୋଗ ମିଳିବ। ଅର୍ଥ ଲାଭ ହେବ।: [1211, 1070, 1495, 1133]
- ad-text: Bangkok spa provides traditional Thai therapy by expert therapist with attractive offers. 9861688844, 8018739084.: [383, 431, 555, 515]
- ad-code: D-57965: [334, 564, 365, 574]
- lead-article: [766, 112, 1136, 1275]
- ad-code: D- 849: [150, 1549, 175, 1559]
- coupon-photo: [240, 132, 302, 224]
- classified-column-1: [5, 424, 175, 2271]
- ad-text: ଫୁଲନଖରା ଛକ ମେନ୍‌ରୋଡକୁ ଲାଗି ସ୍ଥିତିବାନ ଘରବାଡି ପାଚେରୀ ପ୍ଲଟ୍ ନିଅନ୍ତୁ। 9861812258.: [5, 2032, 175, 2083]
- divider: [1143, 223, 1495, 227]
- birthday-box: [574, 305, 752, 541]
- ad-text: Hostel bed available for girls near Kalinga Stadium square. Contact: 7381046515, 8249552317.: [192, 1585, 365, 1653]
- sign-prediction: ନିଜର ଯୋଗ୍ୟତା ପରି ଶନି ଆପଣଙ୍କ ରାଶିରେ ରହିଥିବାରୁ ସଂଯମ ରଖି କାର୍ଯ୍ୟ କରନ୍ତୁ। ଅନାବଶ୍ୟକ ଖର୍ଚ୍ଚ ଏଡାନ୍ତୁ। ମାନସିକ ଚିନ୍ତା ଦୂର ହେବ। ପରିବାର ସହ ସମୟ ବିତାଇବେ। କର୍ମକ୍ଷେତ୍ରରେ ସମ୍ମାନ ମିଳିବ।: [1211, 1398, 1495, 1461]
- registration-mark: [118, 2318, 128, 2328]
- coupon-caption: ଶୁଭଙ୍କର ପରିବାରବର୍ଗ: [345, 229, 393, 253]
- ad-code: D-57964: [138, 1895, 169, 1905]
- sign-name: କନ୍ୟା: [1143, 1069, 1201, 1092]
- ad-code: D-56035: [334, 1662, 365, 1672]
- fish-icon: ♓: [1147, 2081, 1195, 2129]
- ad-text: 100% ayurvedic full body massage by smart, expert therapist. 9658221134.: [383, 956, 555, 1006]
- horoscope-sign: [1143, 1233, 1495, 1397]
- classified-ad: [192, 424, 365, 498]
- registration-mark: [90, 2318, 100, 2328]
- horoscope-sign: [1143, 741, 1495, 905]
- ad-code: D-58253: [144, 1110, 175, 1120]
- ad-text: Immediately available 3BR apartment for rent at Cosmopolis, Khandagiri, Bhubaneswar. Please contact owner. 7894727680.: [192, 1294, 365, 1379]
- coupon-name-field: ନାମ: ....................................: [14, 184, 178, 198]
- obituary-header: ତୃତୀୟ ଶ୍ରାଦ୍ଧବାର୍ଷିକୀ: [811, 1363, 903, 1376]
- ad-text: ଭୁବନେଶ୍ୱର Sum Hospital, IIIT, Nalco ପାଖରେ 399/- plot ନିଅନ୍ତୁ। 9438763122.: [5, 1358, 175, 1409]
- classified-column-2: [192, 424, 386, 2331]
- obituary-card: [386, 1358, 568, 1798]
- ad-code: D-58317: [524, 1221, 555, 1231]
- sign-prediction: ସାମାଜିକ ଦୃଷ୍ଟିକୋଣରୁ ଦିନଟି ଭଲ। ଏପରି କି ଯାହା ଚାହୁଁଥିଲେ ତାହି ପାଇବା ସମ୍ଭବ ହେବ। କିନ୍ତୁ ଅତିରିକ୍ତ ଆଶା ରଖିବା ଅନୁଚିତ। ଭାଗ୍ୟରୁ କାମିଙ୍କ ସହଯୋଗ ମିଳିବ। ବ୍ୟବସାୟ, ଶିଳ୍ପ ଓ ଏଜେନ୍ସିରୁ ସାମିଲ ସାଧନ ହେବ। ବିବାଦୀୟ ଘଟଣାରୁ ଦୂରରେ ରହିବା ଭଲ।: [1211, 414, 1495, 494]
- classified-ad: [5, 1569, 175, 1712]
- registration-mark: [1215, 2318, 1225, 2328]
- dateline: ଭୁବନେଶ୍ୱର, ଶନିବାର, ୨୬ ଅଗଷ୍ଟ,୨୦୧୭: [10, 80, 309, 106]
- dharitri-logo: ଧରିତ୍ରୀ: [60, 4, 210, 60]
- ad-text: 2BHK simplex house for sale @ 17.5 lacs at Chandaka. Call: 7894450200, 7682813217.: [5, 1033, 175, 1100]
- horoscope-sign: [1143, 577, 1495, 741]
- ad-text: Newly opening ayurvedic herbal full body massage smart/ expert. 8093398747.: [192, 2189, 365, 2239]
- sign-prediction: ବିଭିନ୍ନ କାର୍ଯ୍ୟକ୍ଷେତ୍ରରେ ମଧ୍ୟରେ ଉଚିତ କରିଦେଉଥିବା ବନ୍ଧୁମାନଙ୍କ ସହ ଆନନ୍ଦ ଦିବସ ପାଳନ କରିବେ। କର୍ମକ୍ଷେତ୍ରରେ ଉନ୍ନତି ଆଶା। ପାରିବାରିକ ଜୀବନ ମଧୁର ରହିବ। ଦୂରଯାତ୍ରା କରିବା ସମୟରେ ସତର୍କ ରହନ୍ତୁ। ଅର୍ଥାଗମ ଯୋଗ ଅଛି।: [1211, 906, 1495, 969]
- ad-text: Semi furnishings 3BHK house with study room, puja room and large balcony is available for rent at Sunrise colony, Chandrasekharpur near DAV school. Contact No: 9437022789.: [192, 1682, 365, 1802]
- ad-text: 2000 sqft. litigation free resdential area plot sale near Indira housing board colony, IG park Lingipur, Bhubaneswar. Broker. execuse. 9853692094.: [5, 1130, 175, 1232]
- sign-name: ତୁଳା: [1143, 1233, 1201, 1256]
- sign-name: କୁମ୍ଭ: [1143, 1889, 1201, 1912]
- horoscope-sign: [1143, 905, 1495, 1069]
- ad-text: Family accommodation 2BHK ground floor near Netajisubhas Enclave and Mancheswar Central school. Contact: 9437058489.: [192, 1488, 365, 1573]
- classified-ad: [383, 796, 555, 887]
- classified-ad: [192, 607, 365, 681]
- horoscope-sign: [1143, 1725, 1495, 1889]
- obituary-text: ଆବିର୍ଭାବ: ୧।୧୧।୧୯୭୭, ତିରୋଧାନ: ୧୮।୮।୨୦୧୭। ତୁମ ଅକାଳ ବିୟୋଗରେ ଆମେ ଶୋକାକୁଳ। ତୁମ ଆତ୍ମାର ସଦ୍‌ଗତି କାମନା କରୁଛୁ। ସ୍ତ୍ରୀ, କନ୍ୟା, ପିତା, ମାତା ଓ ପରିବାରବର୍ଗ। ଧ-୮୯୫: [391, 2092, 563, 2141]
- article-body: ଖୁବ୍ କମ୍ ସମୟ ମଧ୍ୟରେ ହିଂସା ବ୍ୟାପିଗଲା। ଅନେକ ଗାଡ଼ି, କୋଠା ଏବଂ ଦୁଇଟି ରେଳ ଷ୍ଟେଶନରେ ନିଆଁ ଲଗାଇଦିଆଯାଇଛି। ଉତ୍ତ୍ୟକ୍ତ ଲୋକଙ୍କୁ ରୋକିବା ଲାଗି ପୋଲିସ ଗୁଳିଚାଳନା କରିବା ସହ ପାଣିମାଡ଼ ଏବଂ ଲୁହବୁହା ବାଷ୍ପ ପ୍ରୟୋଗ କରିଥିଲା। ଡେରା ସମର୍ଥକଙ୍କ ହିଂସା ରାଜଧାନୀ ଦିଲ୍ଲୀ ପର୍ଯ୍ୟନ୍ତ ବ୍ୟାପିଯାଇଛି। ସିର୍ସା ସମେତ କୈଠାଲ ସହରରେ କର୍ଫ୍ୟୁ ଜାରି ହୋଇଛି। ସୀମାବର୍ତ୍ତୀ ରାଜ୍ୟମାନଙ୍କରେ ମଧ୍ୟ ଆଲର୍ଟ ଜାରି କରାଯାଇଛି। ହିଂସାକୁ ଦୃଷ୍ଟିରେ ରଖି ହରିୟାଣା ଓ ପଞ୍ଜାବରେ ରେଳ ଓ ବସ୍ ସେବା ବନ୍ଦ କରାଯାଇଛି। ମୋବାଇଲ ଇଣ୍ଟରନେଟ ସେବା ମଧ୍ୟ ସ୍ଥଗିତ ରଖାଯାଇଛି। ପ୍ରଧାନମନ୍ତ୍ରୀ ନରେନ୍ଦ୍ର ମୋଦି ଏହି ହିଂସାକୁ ଦୁର୍ଭାଗ୍ୟଜନକ କହିଛନ୍ତି ଏବଂ ଶାନ୍ତି ରକ୍ଷା ପାଇଁ ଆହ୍ୱାନ ଦେଇଛନ୍ତି। କେନ୍ଦ୍ର ସ୍ୱରାଷ୍ଟ୍ରମନ୍ତ୍ରୀ ରାଜନାଥ ସିଂହ ସ୍ଥିତି ସମୀକ୍ଷା କରିବା ସହ ଉଚ୍ଚସ୍ତରୀୟ ବୈଠକ ଡାକିଥିଲେ। ହାଇକୋର୍ଟ ହରିୟାଣା ସରକାରଙ୍କୁ ଭର୍ତ୍ସନା କରିବା ସହ କ୍ଷତିର ଭରଣା ଡେରା ସମ୍ପତ୍ତିରୁ ଆଦାୟ କରିବାକୁ ନିର୍ଦ୍ଦେଶ ଦେଇଛନ୍ତି। ୧୯୯୯ ଏବଂ ୨୦୦୧ରେ ଦୁଇ ମହିଳା ଅନୁଗାମୀଙ୍କୁ ଧର୍ଷଣ ଅଭିଯୋଗରେ ସିବିଆଇ ମାମଲା ରୁଜୁ କରିଥିଲା। ୨୦୦୨ରେ ଅଜ୍ଞାତ ଚିଠି ଆଧାରରେ ହାଇକୋର୍ଟ ଏହାର ତଦନ୍ତ ନିର୍ଦ୍ଦେଶ ଦେଇଥିଲେ। ୨୦୦୭ରେ ସିବିଆଇ ଚାର୍ଜସିଟ ଦାଖଲ କରିଥିଲା। ଦୀର୍ଘ ଶୁଣାଣି ପରେ ଶୁକ୍ରବାର ପଞ୍ଚକୁଳା ସିବିଆଇ କୋର୍ଟ ରାମ ରହିମଙ୍କୁ ଦୋଷୀ ସାବ୍ୟସ୍ତ କରିଛନ୍ତି। ଦଣ୍ଡ ଘୋଷଣା ସୋମବାର ହେବ।: [777, 179, 1125, 447]
- matrimonial-promo: Now Matrimonial ads. only on Wednesday & Sunday Book 1 Get 1 FREE: [383, 1240, 555, 1294]
- classified-ad: [192, 2011, 365, 2085]
- classified-ad: [5, 2032, 175, 2089]
- category-heading: SALE: [67, 625, 113, 644]
- ad-code: D-57963: [524, 1141, 555, 1151]
- horoscope-sign: [1143, 1889, 1495, 2053]
- classified-ad: [192, 1294, 365, 1402]
- registration-mark: [146, 2318, 156, 2328]
- maiden-icon: ♍: [1147, 1097, 1195, 1145]
- ad-text: Take wellness massage with Tathastu Spa, Relax, Refresh. Contact: 9853444721.: [192, 2012, 365, 2079]
- horoscope-sign: [1143, 249, 1495, 413]
- coupon-photo: [338, 132, 400, 224]
- footer: [0, 2316, 1500, 2334]
- lion-icon: ♌: [1147, 933, 1195, 981]
- ad-code: D-56034: [334, 1565, 365, 1575]
- ad-code: D-889: [343, 1794, 365, 1804]
- obituary-text: (ବିଶିଷ୍ଟ ଶିକ୍ଷାବିତ୍ ଓ ସମାଜସେବୀ) ଆବିର୍ଭାବ: ତା. ୦୩।୦୬।୧୯୩୦, ତିରୋଧାନ: ତା. ୨୬।୦୮।୨୦୧୪। ଆପଣଙ୍କ ଆଦର୍ଶ ଆମର ପାଥେୟ। ପରିବାରବର୍ଗ। ଧ-୮୮୮: [769, 1593, 945, 1642]
- ad-code: D-58197: [144, 2012, 175, 2022]
- classified-ad: [5, 649, 175, 763]
- horoscope-sign: [1143, 413, 1495, 577]
